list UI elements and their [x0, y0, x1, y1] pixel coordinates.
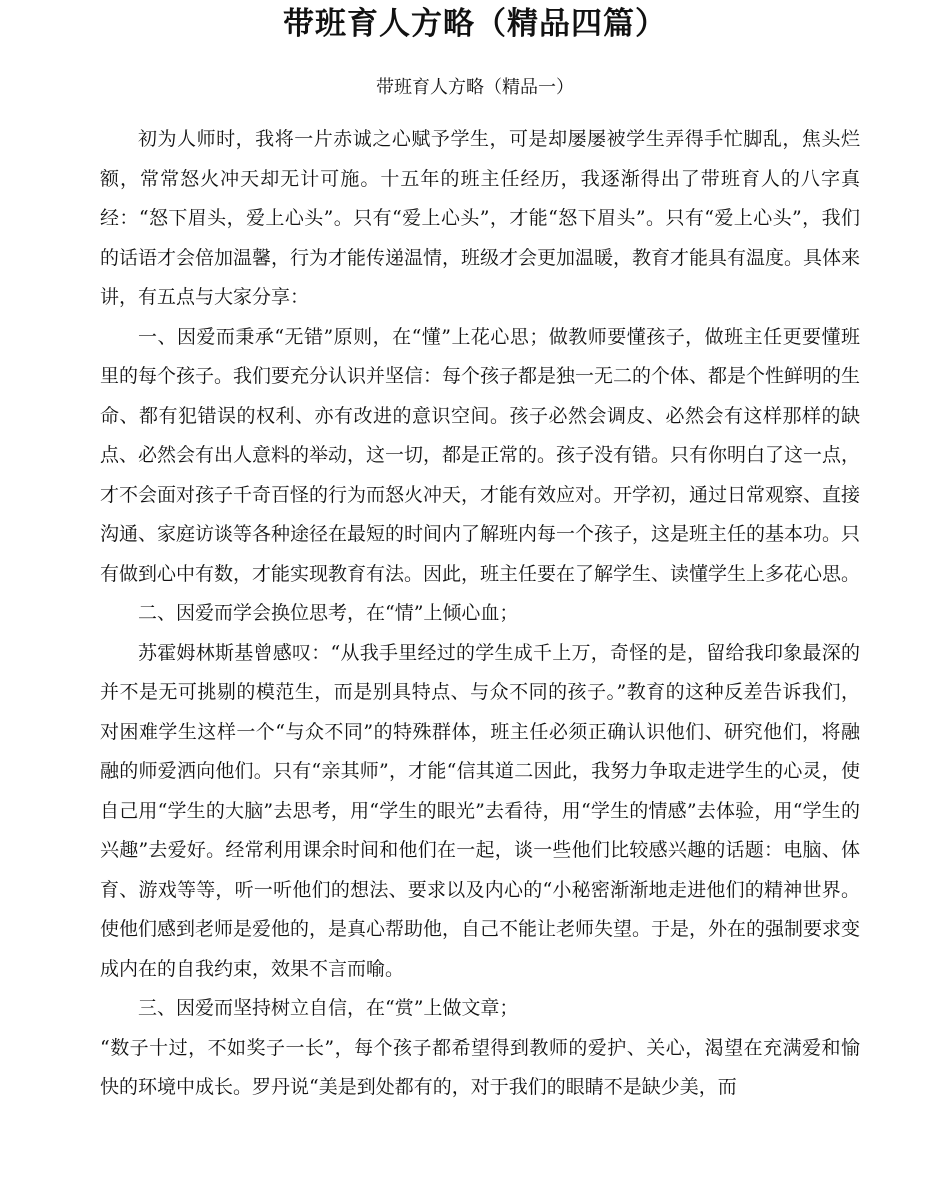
paragraph-intro: 初为人师时，我将一片赤诚之心赋予学生，可是却屡屡被学生弄得手忙脚乱，焦头烂额，常常怒火冲天却无计可施。十五年的班主任经历，我逐渐得出了带班育人的八字真经：“怒下眉头，爱上心头”。只有“爱上心头”，才能“怒下眉头”。只有“爱上心头”，我们的话语才会倍加温馨，行为才能传递温情，班级才会更加温暖，教育才能具有温度。具体来讲，有五点与大家分享：	[100, 128, 861, 308]
document-body	[100, 120, 860, 1108]
paragraph-point-three-heading: 三、因爱而坚持树立自信，在“赏”上做文章；	[138, 997, 519, 1019]
paragraph-point-two-heading: 二、因爱而学会换位思考，在“情”上倾心血；	[138, 602, 519, 624]
paragraph-point-two-body: 苏霍姆林斯基曾感叹：“从我手里经过的学生成千上万，奇怪的是，留给我印象最深的并不是无可挑剔的模范生，而是别具特点、与众不同的孩子。”教育的这种反差告诉我们，对困难学生这样一个“与众不同”的特殊群体，班主任必须正确认识他们、研究他们，将融融的师爱洒向他们。只有“亲其师”，才能“信其道二因此，我努力争取走进学生的心灵，使自己用“学生的大脑”去思考，用“学生的眼光”去看待，用“学生的情感”去体验，用“学生的兴趣”去爱好。经常利用课余时间和他们在一起，谈一些他们比较感兴趣的话题：电脑、体育、游戏等等，听一听他们的想法、要求以及内心的“小秘密渐渐地走进他们的精神世界。使他们感到老师是爱他的，是真心帮助他，自己不能让老师失望。于是，外在的强制要求变成内在的自我约束，效果不言而喻。	[100, 641, 861, 980]
paragraph-point-three-body: “数子十过，不如奖子一长”，每个孩子都希望得到教师的爱护、关心，渴望在充满爱和愉快的环境中成长。罗丹说“美是到处都有的，对于我们的眼睛不是缺少美，而	[100, 1036, 860, 1098]
paragraph-point-one: 一、因爱而秉承“无错”原则，在“懂”上花心思；做教师要懂孩子，做班主任更要懂班里的每个孩子。我们要充分认识并坚信：每个孩子都是独一无二的个体、都是个性鲜明的生命、都有犯错误的权利、亦有改进的意识空间。孩子必然会调皮、必然会有这样那样的缺点、必然会有出人意料的举动，这一切，都是正常的。孩子没有错。只有你明白了这一点，才不会面对孩子千奇百怪的行为而怒火冲天，才能有效应对。开学初，通过日常观察、直接沟通、家庭访谈等各种途径在最短的时间内了解班内每一个孩子，这是班主任的基本功。只有做到心中有数，才能实现教育有法。因此，班主任要在了解学生、读懂学生上多花心思。	[100, 325, 861, 585]
document-title: 带班育人方略（精品四篇）	[283, 6, 667, 42]
section-subtitle: 带班育人方略（精品一）	[376, 77, 574, 98]
